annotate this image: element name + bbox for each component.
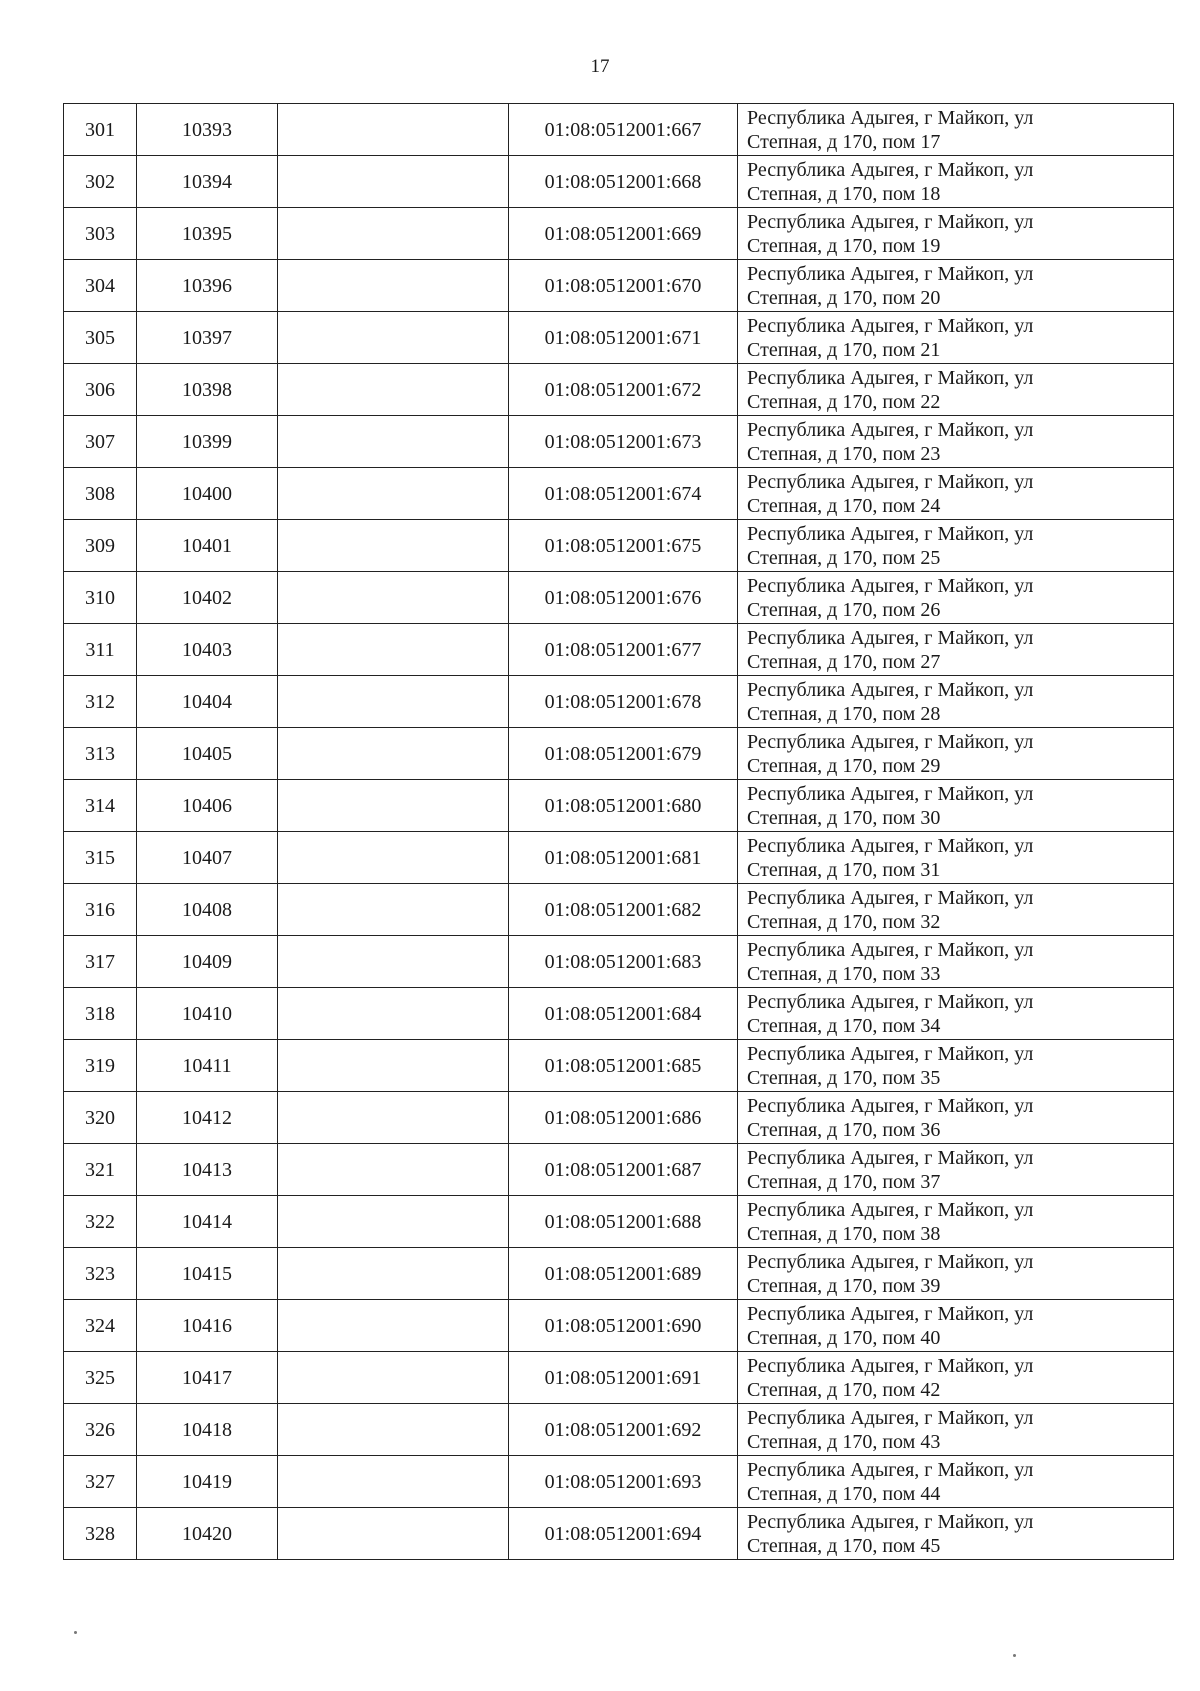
address-cell	[738, 520, 1174, 572]
row-number-cell: 315	[64, 832, 137, 884]
row-number-cell: 322	[64, 1196, 137, 1248]
table-row	[64, 364, 1174, 416]
record-id-cell: 10420	[137, 1508, 278, 1560]
blank-cell	[278, 1300, 509, 1352]
table-row	[64, 1508, 1174, 1560]
table-row	[64, 936, 1174, 988]
record-id-cell: 10402	[137, 572, 278, 624]
address-line-region: Республика Адыгея, г Майкоп, ул	[747, 782, 1034, 805]
table-row	[64, 676, 1174, 728]
blank-cell	[278, 884, 509, 936]
record-id-cell: 10412	[137, 1092, 278, 1144]
scan-speck	[1013, 1654, 1016, 1657]
address-cell	[738, 624, 1174, 676]
address-line-street: Степная, д 170, пом 18	[747, 182, 941, 205]
row-number-cell: 316	[64, 884, 137, 936]
address-line-street: Степная, д 170, пом 33	[747, 962, 941, 985]
record-id-cell: 10419	[137, 1456, 278, 1508]
address-cell	[738, 572, 1174, 624]
address-line-region: Республика Адыгея, г Майкоп, ул	[747, 1354, 1034, 1377]
address-line-region: Республика Адыгея, г Майкоп, ул	[747, 834, 1034, 857]
row-number-cell: 323	[64, 1248, 137, 1300]
blank-cell	[278, 1404, 509, 1456]
blank-cell	[278, 1144, 509, 1196]
record-id-cell: 10399	[137, 416, 278, 468]
address-line-region: Республика Адыгея, г Майкоп, ул	[747, 1094, 1034, 1117]
blank-cell	[278, 520, 509, 572]
record-id-cell: 10401	[137, 520, 278, 572]
cadastral-number-cell: 01:08:0512001:679	[509, 728, 738, 780]
table-row	[64, 988, 1174, 1040]
blank-cell	[278, 312, 509, 364]
table-body	[64, 104, 1174, 1560]
cadastral-number-cell: 01:08:0512001:683	[509, 936, 738, 988]
cadastral-number-cell: 01:08:0512001:673	[509, 416, 738, 468]
cadastral-number-cell: 01:08:0512001:689	[509, 1248, 738, 1300]
table-row	[64, 884, 1174, 936]
record-id-cell: 10414	[137, 1196, 278, 1248]
record-id-cell: 10413	[137, 1144, 278, 1196]
table-row	[64, 1144, 1174, 1196]
record-id-cell: 10405	[137, 728, 278, 780]
blank-cell	[278, 728, 509, 780]
record-id-cell: 10397	[137, 312, 278, 364]
address-line-region: Республика Адыгея, г Майкоп, ул	[747, 1458, 1034, 1481]
blank-cell	[278, 1352, 509, 1404]
blank-cell	[278, 936, 509, 988]
address-line-region: Республика Адыгея, г Майкоп, ул	[747, 626, 1034, 649]
address-cell	[738, 884, 1174, 936]
address-line-street: Степная, д 170, пом 34	[747, 1014, 941, 1037]
address-line-street: Степная, д 170, пом 20	[747, 286, 941, 309]
cadastral-number-cell: 01:08:0512001:675	[509, 520, 738, 572]
address-cell	[738, 1248, 1174, 1300]
address-line-region: Республика Адыгея, г Майкоп, ул	[747, 1302, 1034, 1325]
address-line-region: Республика Адыгея, г Майкоп, ул	[747, 1250, 1034, 1273]
address-cell	[738, 1196, 1174, 1248]
address-cell	[738, 1300, 1174, 1352]
blank-cell	[278, 832, 509, 884]
cadastral-number-cell: 01:08:0512001:670	[509, 260, 738, 312]
row-number-cell: 303	[64, 208, 137, 260]
record-id-cell: 10411	[137, 1040, 278, 1092]
row-number-cell: 319	[64, 1040, 137, 1092]
address-line-street: Степная, д 170, пом 22	[747, 390, 941, 413]
blank-cell	[278, 572, 509, 624]
record-id-cell: 10410	[137, 988, 278, 1040]
row-number-cell: 306	[64, 364, 137, 416]
record-id-cell: 10403	[137, 624, 278, 676]
address-line-region: Республика Адыгея, г Майкоп, ул	[747, 314, 1034, 337]
cadastral-number-cell: 01:08:0512001:676	[509, 572, 738, 624]
table-row	[64, 1456, 1174, 1508]
blank-cell	[278, 416, 509, 468]
blank-cell	[278, 676, 509, 728]
address-line-region: Республика Адыгея, г Майкоп, ул	[747, 106, 1034, 129]
cadastral-number-cell: 01:08:0512001:684	[509, 988, 738, 1040]
address-line-street: Степная, д 170, пом 17	[747, 130, 941, 153]
address-line-region: Республика Адыгея, г Майкоп, ул	[747, 470, 1034, 493]
row-number-cell: 305	[64, 312, 137, 364]
address-cell	[738, 468, 1174, 520]
address-line-region: Республика Адыгея, г Майкоп, ул	[747, 522, 1034, 545]
address-cell	[738, 780, 1174, 832]
row-number-cell: 304	[64, 260, 137, 312]
table-row	[64, 416, 1174, 468]
table-row	[64, 520, 1174, 572]
blank-cell	[278, 1196, 509, 1248]
cadastral-number-cell: 01:08:0512001:692	[509, 1404, 738, 1456]
cadastral-number-cell: 01:08:0512001:685	[509, 1040, 738, 1092]
address-line-region: Республика Адыгея, г Майкоп, ул	[747, 1406, 1034, 1429]
table-row	[64, 780, 1174, 832]
row-number-cell: 317	[64, 936, 137, 988]
cadastral-number-cell: 01:08:0512001:678	[509, 676, 738, 728]
address-cell	[738, 1092, 1174, 1144]
row-number-cell: 325	[64, 1352, 137, 1404]
address-line-region: Республика Адыгея, г Майкоп, ул	[747, 1510, 1034, 1533]
address-line-street: Степная, д 170, пом 37	[747, 1170, 941, 1193]
address-line-region: Республика Адыгея, г Майкоп, ул	[747, 678, 1034, 701]
row-number-cell: 313	[64, 728, 137, 780]
address-line-street: Степная, д 170, пом 30	[747, 806, 941, 829]
blank-cell	[278, 988, 509, 1040]
record-id-cell: 10417	[137, 1352, 278, 1404]
record-id-cell: 10398	[137, 364, 278, 416]
table-row	[64, 104, 1174, 156]
address-line-street: Степная, д 170, пом 24	[747, 494, 941, 517]
blank-cell	[278, 468, 509, 520]
address-line-street: Степная, д 170, пом 25	[747, 546, 941, 569]
record-id-cell: 10418	[137, 1404, 278, 1456]
address-line-street: Степная, д 170, пом 43	[747, 1430, 941, 1453]
table-row	[64, 468, 1174, 520]
cadastral-number-cell: 01:08:0512001:668	[509, 156, 738, 208]
page-number: 17	[590, 56, 610, 77]
cadastral-number-cell: 01:08:0512001:687	[509, 1144, 738, 1196]
table-row	[64, 260, 1174, 312]
row-number-cell: 328	[64, 1508, 137, 1560]
blank-cell	[278, 780, 509, 832]
cadastral-number-cell: 01:08:0512001:681	[509, 832, 738, 884]
row-number-cell: 324	[64, 1300, 137, 1352]
address-line-region: Республика Адыгея, г Майкоп, ул	[747, 210, 1034, 233]
record-id-cell: 10406	[137, 780, 278, 832]
cadastral-number-cell: 01:08:0512001:667	[509, 104, 738, 156]
table-row	[64, 1300, 1174, 1352]
address-line-region: Республика Адыгея, г Майкоп, ул	[747, 1042, 1034, 1065]
row-number-cell: 314	[64, 780, 137, 832]
address-cell	[738, 260, 1174, 312]
cadastral-number-cell: 01:08:0512001:691	[509, 1352, 738, 1404]
address-cell	[738, 104, 1174, 156]
table-row	[64, 572, 1174, 624]
address-line-region: Республика Адыгея, г Майкоп, ул	[747, 1198, 1034, 1221]
table-row	[64, 728, 1174, 780]
row-number-cell: 310	[64, 572, 137, 624]
table-row	[64, 312, 1174, 364]
address-line-street: Степная, д 170, пом 38	[747, 1222, 941, 1245]
record-id-cell: 10416	[137, 1300, 278, 1352]
address-cell	[738, 364, 1174, 416]
table-row	[64, 624, 1174, 676]
address-line-region: Республика Адыгея, г Майкоп, ул	[747, 262, 1034, 285]
blank-cell	[278, 208, 509, 260]
address-cell	[738, 416, 1174, 468]
address-line-region: Республика Адыгея, г Майкоп, ул	[747, 938, 1034, 961]
address-line-region: Республика Адыгея, г Майкоп, ул	[747, 886, 1034, 909]
cadastral-number-cell: 01:08:0512001:688	[509, 1196, 738, 1248]
address-line-street: Степная, д 170, пом 45	[747, 1534, 941, 1557]
blank-cell	[278, 1248, 509, 1300]
table-row	[64, 1040, 1174, 1092]
record-id-cell: 10409	[137, 936, 278, 988]
address-cell	[738, 312, 1174, 364]
address-cell	[738, 1144, 1174, 1196]
address-cell	[738, 676, 1174, 728]
address-cell	[738, 832, 1174, 884]
address-line-region: Республика Адыгея, г Майкоп, ул	[747, 418, 1034, 441]
cadastral-number-cell: 01:08:0512001:680	[509, 780, 738, 832]
address-line-region: Республика Адыгея, г Майкоп, ул	[747, 158, 1034, 181]
address-line-region: Республика Адыгея, г Майкоп, ул	[747, 730, 1034, 753]
row-number-cell: 326	[64, 1404, 137, 1456]
cadastral-number-cell: 01:08:0512001:674	[509, 468, 738, 520]
table-row	[64, 1092, 1174, 1144]
cadastral-number-cell: 01:08:0512001:671	[509, 312, 738, 364]
address-cell	[738, 1404, 1174, 1456]
blank-cell	[278, 260, 509, 312]
row-number-cell: 301	[64, 104, 137, 156]
table-row	[64, 1352, 1174, 1404]
record-id-cell: 10394	[137, 156, 278, 208]
record-id-cell: 10395	[137, 208, 278, 260]
blank-cell	[278, 624, 509, 676]
address-cell	[738, 1508, 1174, 1560]
address-line-street: Степная, д 170, пом 27	[747, 650, 941, 673]
table-row	[64, 1248, 1174, 1300]
address-cell	[738, 1352, 1174, 1404]
address-line-street: Степная, д 170, пом 35	[747, 1066, 941, 1089]
table-row	[64, 1196, 1174, 1248]
cadastral-number-cell: 01:08:0512001:669	[509, 208, 738, 260]
record-id-cell: 10404	[137, 676, 278, 728]
address-line-region: Республика Адыгея, г Майкоп, ул	[747, 574, 1034, 597]
row-number-cell: 312	[64, 676, 137, 728]
address-line-street: Степная, д 170, пом 21	[747, 338, 941, 361]
address-line-region: Республика Адыгея, г Майкоп, ул	[747, 1146, 1034, 1169]
address-cell	[738, 728, 1174, 780]
address-line-street: Степная, д 170, пом 40	[747, 1326, 941, 1349]
blank-cell	[278, 1456, 509, 1508]
address-line-street: Степная, д 170, пом 39	[747, 1274, 941, 1297]
address-line-region: Республика Адыгея, г Майкоп, ул	[747, 366, 1034, 389]
cadastral-number-cell: 01:08:0512001:690	[509, 1300, 738, 1352]
address-cell	[738, 1040, 1174, 1092]
blank-cell	[278, 1092, 509, 1144]
address-line-region: Республика Адыгея, г Майкоп, ул	[747, 990, 1034, 1013]
row-number-cell: 318	[64, 988, 137, 1040]
blank-cell	[278, 156, 509, 208]
record-id-cell: 10400	[137, 468, 278, 520]
address-line-street: Степная, д 170, пом 19	[747, 234, 941, 257]
address-cell	[738, 156, 1174, 208]
row-number-cell: 320	[64, 1092, 137, 1144]
row-number-cell: 307	[64, 416, 137, 468]
record-id-cell: 10396	[137, 260, 278, 312]
table-row	[64, 208, 1174, 260]
address-line-street: Степная, д 170, пом 31	[747, 858, 941, 881]
cadastral-number-cell: 01:08:0512001:672	[509, 364, 738, 416]
blank-cell	[278, 364, 509, 416]
property-table	[63, 103, 1174, 1560]
row-number-cell: 309	[64, 520, 137, 572]
table-row	[64, 832, 1174, 884]
address-cell	[738, 208, 1174, 260]
address-line-street: Степная, д 170, пом 36	[747, 1118, 941, 1141]
row-number-cell: 308	[64, 468, 137, 520]
blank-cell	[278, 104, 509, 156]
record-id-cell: 10408	[137, 884, 278, 936]
address-line-street: Степная, д 170, пом 29	[747, 754, 941, 777]
record-id-cell: 10393	[137, 104, 278, 156]
row-number-cell: 311	[64, 624, 137, 676]
cadastral-number-cell: 01:08:0512001:686	[509, 1092, 738, 1144]
row-number-cell: 321	[64, 1144, 137, 1196]
address-line-street: Степная, д 170, пом 26	[747, 598, 941, 621]
cadastral-number-cell: 01:08:0512001:694	[509, 1508, 738, 1560]
blank-cell	[278, 1040, 509, 1092]
table-row	[64, 156, 1174, 208]
address-cell	[738, 988, 1174, 1040]
record-id-cell: 10415	[137, 1248, 278, 1300]
blank-cell	[278, 1508, 509, 1560]
cadastral-number-cell: 01:08:0512001:677	[509, 624, 738, 676]
address-line-street: Степная, д 170, пом 23	[747, 442, 941, 465]
cadastral-number-cell: 01:08:0512001:693	[509, 1456, 738, 1508]
cadastral-number-cell: 01:08:0512001:682	[509, 884, 738, 936]
record-id-cell: 10407	[137, 832, 278, 884]
address-line-street: Степная, д 170, пом 44	[747, 1482, 941, 1505]
address-line-street: Степная, д 170, пом 28	[747, 702, 941, 725]
address-line-street: Степная, д 170, пом 32	[747, 910, 941, 933]
address-cell	[738, 1456, 1174, 1508]
address-line-street: Степная, д 170, пом 42	[747, 1378, 941, 1401]
scan-speck	[74, 1631, 77, 1634]
row-number-cell: 327	[64, 1456, 137, 1508]
address-cell	[738, 936, 1174, 988]
table-row	[64, 1404, 1174, 1456]
row-number-cell: 302	[64, 156, 137, 208]
